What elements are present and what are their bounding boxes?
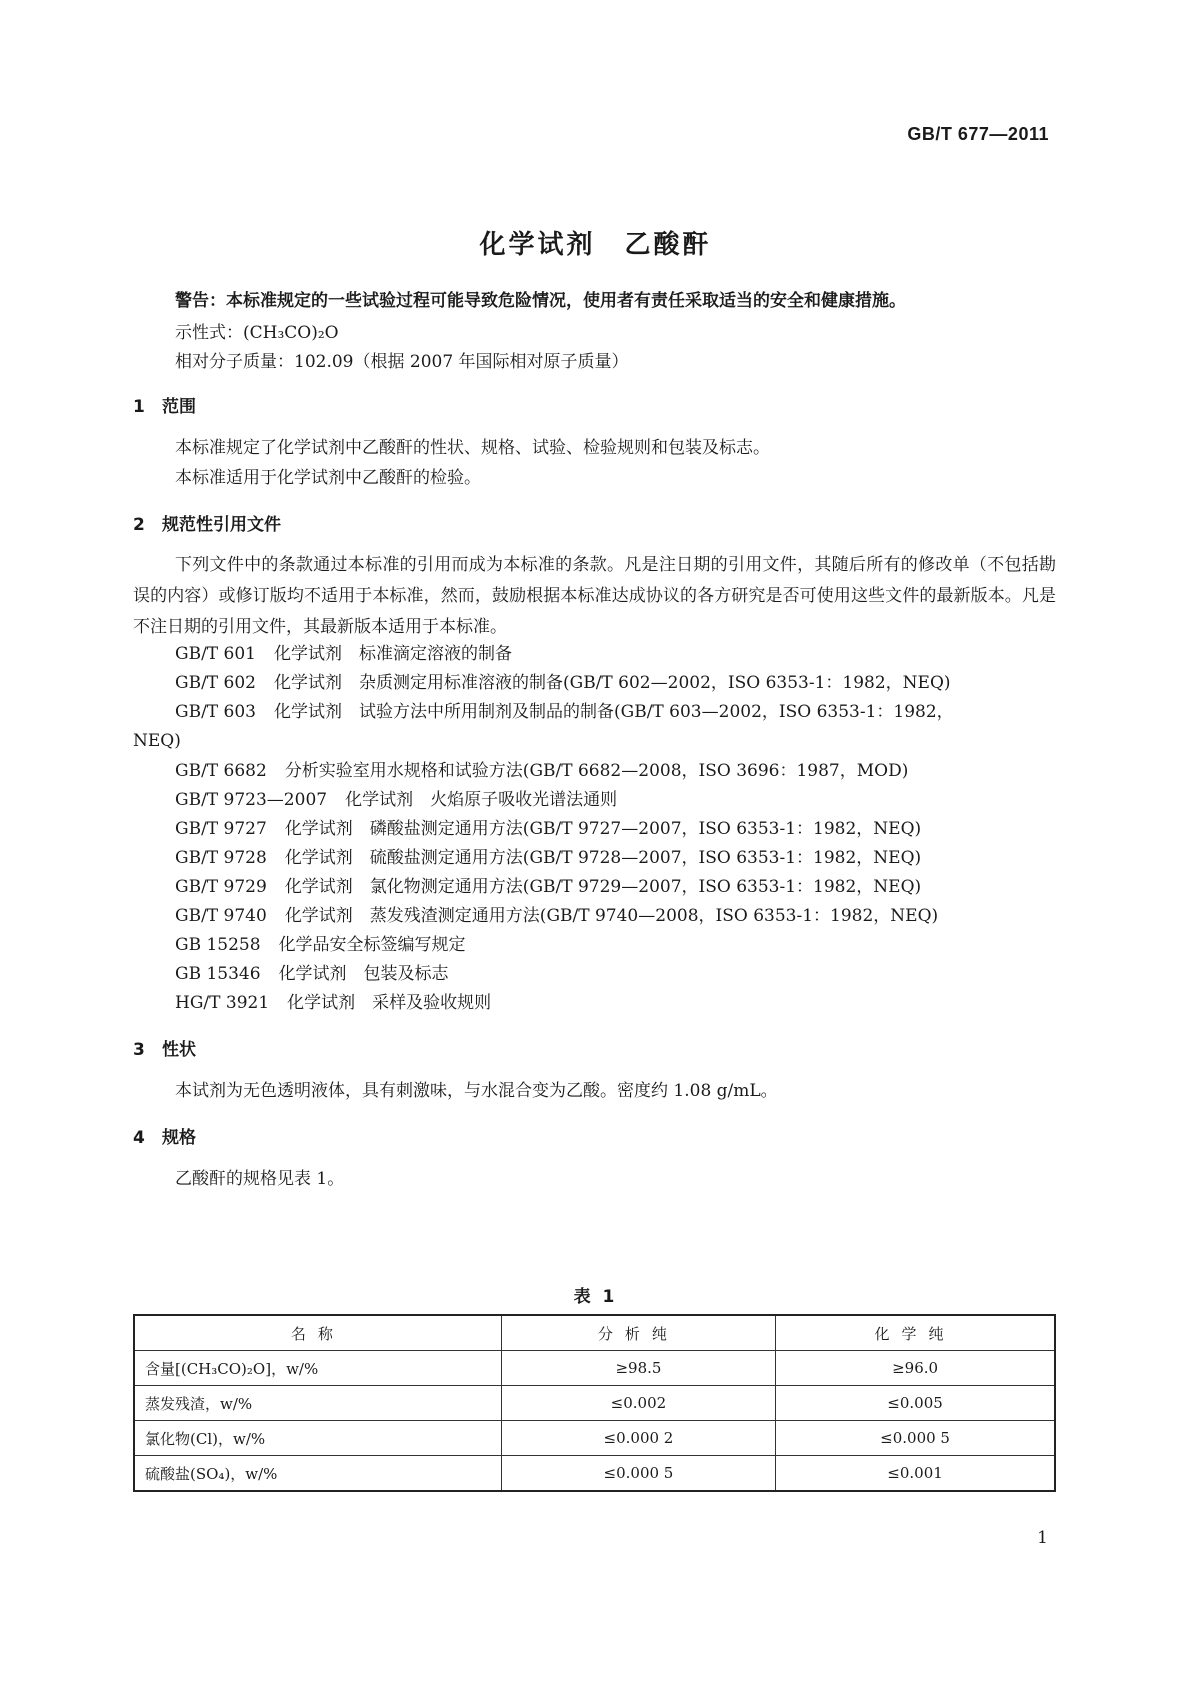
section-1-heading [133,396,196,418]
section-title: 规范性引用文件 [162,515,281,535]
section-title: 性状 [162,1040,196,1060]
reference-item: GB/T 603 化学试剂 试验方法中所用制剂及制品的制备(GB/T 603—2002，ISO 6353-1：1982， [175,702,954,722]
table-row [134,1456,1055,1492]
reference-item: GB/T 602 化学试剂 杂质测定用标准溶液的制备(GB/T 602—2002，ISO 6353-1：1982，NEQ) [175,673,951,693]
section-number: 2 [133,515,145,535]
table-cell: ≤0.000 5 [776,1421,1055,1456]
section-number: 3 [133,1040,145,1060]
table-cell: ≤0.005 [776,1386,1055,1421]
document-title: 化学试剂 乙酸酐 [479,230,712,260]
table-cell: 蒸发残渣，w/% [134,1386,501,1421]
standard-code: GB/T 677—2011 [907,124,1049,144]
section-number: 1 [133,397,145,417]
reference-item: GB/T 6682 分析实验室用水规格和试验方法(GB/T 6682—2008，ISO 3696：1987，MOD) [175,761,909,781]
table-cell: ≤0.001 [776,1456,1055,1492]
table-caption: 表 1 [573,1287,618,1307]
specification-table [133,1314,1056,1492]
warning-text: 警告：本标准规定的一些试验过程可能导致危险情况，使用者有责任采取适当的安全和健康措施。 [175,291,906,311]
table-cell: 含量[(CH₃CO)₂O]，w/% [134,1351,501,1386]
table-row [134,1421,1055,1456]
page-number: 1 [1037,1528,1048,1548]
normative-references-intro: 下列文件中的条款通过本标准的引用而成为本标准的条款。凡是注日期的引用文件，其随后所有的修改单（不包括勘误的内容）或修订版均不适用于本标准，然而，鼓励根据本标准达成协议的各方研究是否可使用这些文件的最新版本。凡是不注日期的引用文件，其最新版本适用于本标准。 [133,555,1056,637]
section-2-heading [133,514,281,536]
table-cell: 硫酸盐(SO₄)，w/% [134,1456,501,1492]
section-title: 范围 [162,397,196,417]
table-header-cell: 名称 [134,1315,501,1351]
scope-paragraph-2: 本标准适用于化学试剂中乙酸酐的检验。 [175,468,481,488]
scope-paragraph-1: 本标准规定了化学试剂中乙酸酐的性状、规格、试验、检验规则和包装及标志。 [175,438,770,458]
reference-item: GB/T 9727 化学试剂 磷酸盐测定通用方法(GB/T 9727—2007，ISO 6353-1：1982，NEQ) [175,819,922,839]
reference-item: GB/T 9729 化学试剂 氯化物测定通用方法(GB/T 9729—2007，ISO 6353-1：1982，NEQ) [175,877,922,897]
reference-item: HG/T 3921 化学试剂 采样及验收规则 [175,993,492,1013]
section-number: 4 [133,1128,145,1148]
reference-item: GB/T 601 化学试剂 标准滴定溶液的制备 [175,644,512,664]
table-header-row [134,1315,1055,1351]
reference-item: GB 15258 化学品安全标签编写规定 [175,935,466,955]
section-title: 规格 [162,1128,196,1148]
table-cell: ≥96.0 [776,1351,1055,1386]
table-row [134,1386,1055,1421]
specification-text: 乙酸酐的规格见表 1。 [175,1169,345,1189]
section-4-heading [133,1127,196,1149]
molecular-mass: 相对分子质量：102.09（根据 2007 年国际相对原子质量） [175,352,629,372]
table-row [134,1351,1055,1386]
properties-text: 本试剂为无色透明液体，具有刺激味，与水混合变为乙酸。密度约 1.08 g/mL。 [175,1081,778,1101]
table-cell: ≤0.000 5 [501,1456,775,1492]
reference-item: GB/T 9728 化学试剂 硫酸盐测定通用方法(GB/T 9728—2007，ISO 6353-1：1982，NEQ) [175,848,922,868]
reference-item: GB 15346 化学试剂 包装及标志 [175,964,449,984]
table-cell: ≤0.002 [501,1386,775,1421]
section-3-heading [133,1039,196,1061]
reference-item: GB/T 9723—2007 化学试剂 火焰原子吸收光谱法通则 [175,790,618,810]
table-cell: ≤0.000 2 [501,1421,775,1456]
reference-item-continuation: NEQ) [133,731,181,751]
table-header-cell: 分析纯 [501,1315,775,1351]
table-cell: ≥98.5 [501,1351,775,1386]
table-header-cell: 化学纯 [776,1315,1055,1351]
table-cell: 氯化物(Cl)，w/% [134,1421,501,1456]
structural-formula: 示性式：(CH₃CO)₂O [175,323,339,343]
reference-item: GB/T 9740 化学试剂 蒸发残渣测定通用方法(GB/T 9740—2008，ISO 6353-1：1982，NEQ) [175,906,939,926]
